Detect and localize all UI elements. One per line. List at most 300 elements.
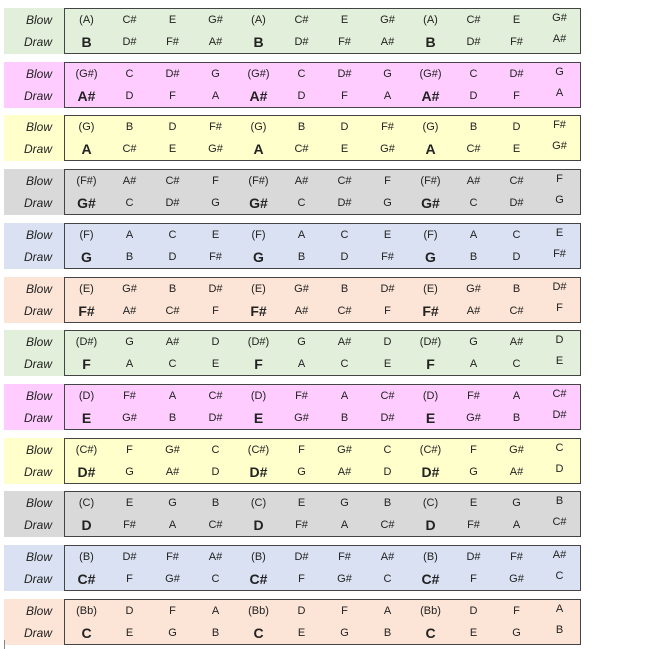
draw-note: F# [467,519,480,532]
draw-note: A [211,89,220,102]
blow-note: (G) [78,121,95,134]
blow-note: G# [294,282,309,295]
draw-note: G [555,194,564,207]
draw-note: G [469,465,478,478]
draw-note: E [340,143,349,156]
blow-note: G [125,336,134,349]
draw-note: G# [380,143,395,156]
blow-note: C# [466,14,481,26]
draw-note: C [469,197,478,210]
blow-note: F# [510,551,523,563]
blow-label: Blow [25,227,52,242]
draw-label: Draw [23,572,52,586]
blow-note: (B) [79,551,94,563]
draw-note: F# [338,36,351,48]
draw-note: C# [208,519,223,532]
draw-note: F [254,356,263,373]
draw-note: A [253,141,264,158]
draw-note: D# [421,463,440,480]
blow-note: (G) [250,121,267,134]
draw-note: G# [208,143,223,156]
blow-note: C# [165,175,180,188]
blow-note: C [469,67,478,80]
blow-note: D [211,336,220,349]
draw-note: G [211,197,220,210]
blow-note: (G#) [419,67,442,80]
blow-note: A# [208,551,223,563]
draw-note: C# [466,143,481,156]
draw-note: E [512,143,521,156]
draw-label: Draw [23,518,52,533]
blow-label: Blow [25,388,52,403]
note-row-block [4,115,580,161]
blow-note: (Bb) [420,604,441,617]
draw-note: D# [294,36,309,48]
blow-note: (Bb) [248,604,269,617]
blow-note: (C) [78,497,95,510]
blow-label: Blow [25,550,52,564]
blow-note: D [469,604,478,617]
draw-label: Draw [23,303,52,318]
draw-note: D [383,465,392,478]
row-labels [4,330,64,376]
draw-note: F# [553,247,566,260]
blow-note: C [168,228,177,241]
note-row-block [4,8,580,54]
row-labels [4,491,64,537]
draw-note: F [212,304,219,317]
draw-note: C# [165,304,180,317]
blow-note: D# [552,280,567,293]
blow-note: A# [509,336,524,349]
blow-note: F [513,604,520,617]
draw-note: C [125,197,134,210]
draw-note: B [340,411,349,424]
row-labels [4,545,64,591]
blow-note: B [383,497,392,510]
blow-note: A [211,604,220,617]
note-grid [64,545,581,591]
blow-note: (D) [250,389,267,402]
blow-note: A# [165,336,180,349]
draw-note: G [297,465,306,478]
draw-note: C# [77,571,96,587]
blow-label: Blow [25,13,52,27]
blow-note: (Bb) [76,604,97,617]
note-row-block [4,62,580,108]
draw-label: Draw [23,142,52,157]
draw-note: D [81,517,92,534]
draw-note: E [81,409,92,426]
blow-note: A [125,228,134,241]
blow-note: A [297,228,306,241]
draw-note: A [81,141,92,158]
blow-note: F# [338,551,351,563]
note-grid [64,277,581,323]
draw-note: G# [552,140,567,153]
draw-note: F# [166,36,179,48]
draw-note: F [556,301,563,314]
blow-label: Blow [25,335,52,350]
blow-note: B [469,121,478,134]
draw-note: F [341,89,348,102]
blow-note: F [298,443,305,456]
blow-note: (A) [251,14,266,26]
blow-note: C# [509,175,524,188]
draw-note: A# [77,87,96,104]
blow-note: B [555,495,564,508]
draw-label: Draw [23,357,52,372]
row-labels [4,169,64,215]
note-grid [64,384,581,430]
blow-note: F [341,604,348,617]
blow-note: A [340,389,349,402]
draw-note: C# [552,516,567,529]
blow-note: (G#) [75,67,98,80]
draw-note: A# [122,304,137,317]
blow-note: G [340,497,349,510]
blow-note: F# [553,119,566,132]
blow-note: A# [122,175,137,188]
blow-note: G# [165,443,180,456]
blow-note: E [211,228,220,241]
draw-note: D [555,462,564,475]
draw-note: A# [466,304,481,317]
draw-note: F [126,573,133,585]
blow-note: (F#) [248,175,269,188]
draw-note: D# [552,408,567,421]
blow-note: C [125,67,134,80]
draw-note: G# [77,195,96,212]
blow-note: D [168,121,177,134]
blow-note: F [470,443,477,456]
draw-note: D# [249,463,268,480]
note-grid [64,223,581,269]
blow-note: F# [166,551,179,563]
blow-note: D [383,336,392,349]
blow-label: Blow [25,120,52,135]
draw-note: F# [209,250,222,263]
draw-note: B [383,626,392,639]
row-labels [4,277,64,323]
blow-note: C# [208,389,223,402]
blow-note: G# [380,14,395,26]
draw-note: F# [295,519,308,532]
draw-note: A [469,358,478,371]
blow-note: A# [294,175,309,188]
blow-note: (E) [79,282,94,295]
blow-label: Blow [25,603,52,618]
blow-note: C [297,67,306,80]
blow-note: A# [552,549,567,561]
note-row-block [4,223,580,269]
note-row-block [4,599,580,645]
row-labels [4,384,64,430]
draw-note: B [297,250,306,263]
draw-note: A [425,141,436,158]
blow-note: G [512,497,521,510]
draw-label: Draw [23,249,52,264]
blow-note: C [383,443,392,456]
blow-note: D# [294,551,309,563]
blow-note: A# [380,551,395,563]
note-row-block [4,491,580,537]
note-grid [64,438,581,484]
draw-note: E [211,358,220,371]
draw-note: C# [337,304,352,317]
blow-note: (F) [251,228,266,241]
draw-note: G [81,248,92,265]
draw-note: A [125,358,134,371]
draw-note: D# [122,36,137,48]
draw-note: C [555,570,564,582]
blow-note: (G#) [247,67,270,80]
note-row-block [4,330,580,376]
blow-note: F# [123,389,136,402]
draw-note: F# [250,302,267,319]
blow-note: F [384,175,391,188]
draw-note: A [168,519,177,532]
draw-note: F# [381,250,394,263]
left-edge-line [4,640,5,649]
note-grid [64,62,581,108]
blow-note: E [512,14,521,26]
draw-note: C# [421,571,440,587]
blow-note: (D#) [247,336,270,349]
draw-note: E [297,626,306,639]
blow-note: E [383,228,392,241]
draw-note: G [340,626,349,639]
blow-note: (F) [423,228,438,241]
blow-note: C [512,228,521,241]
draw-note: C# [122,143,137,156]
draw-note: F# [510,36,523,48]
draw-note: C# [380,519,395,532]
draw-note: D [168,250,177,263]
blow-note: (F) [79,228,94,241]
row-labels [4,62,64,108]
draw-note: G# [466,411,481,424]
blow-note: C# [294,14,309,26]
draw-note: A# [380,36,395,48]
draw-note: C [211,573,220,585]
blow-note: C# [337,175,352,188]
blow-note: G# [122,282,137,295]
blow-note: (C) [250,497,267,510]
blow-note: B [211,497,220,510]
draw-note: A [297,358,306,371]
draw-label: Draw [23,88,52,103]
draw-note: A [340,519,349,532]
blow-note: A [512,389,521,402]
blow-note: (D#) [419,336,442,349]
blow-note: G# [466,282,481,295]
blow-note: C [555,441,564,454]
draw-note: F [426,356,435,373]
blow-note: F [126,443,133,456]
note-row-block [4,277,580,323]
blow-note: E [555,226,564,239]
draw-note: B [469,250,478,263]
blow-note: (F#) [76,175,97,188]
draw-note: F [384,304,391,317]
draw-note: B [211,626,220,639]
draw-note: B [425,34,436,50]
row-labels [4,115,64,161]
note-grid [64,330,581,376]
blow-note: A# [466,175,481,188]
draw-note: F# [422,302,439,319]
draw-note: D# [337,197,352,210]
draw-label: Draw [23,625,52,640]
draw-label: Draw [23,35,52,49]
blow-note: (G) [422,121,439,134]
blow-note: E [168,14,177,26]
blow-note: D# [509,67,524,80]
blow-note: C# [122,14,137,26]
draw-note: C [297,197,306,210]
draw-note: D [211,465,220,478]
draw-note: D# [77,463,96,480]
draw-note: E [253,409,264,426]
draw-note: A [512,519,521,532]
blow-label: Blow [25,174,52,189]
blow-note: F [212,175,219,188]
blow-note: (A) [423,14,438,26]
blow-note: F# [295,389,308,402]
draw-note: C [512,358,521,371]
draw-note: C# [509,304,524,317]
draw-note: D# [165,197,180,210]
draw-note: B [253,34,264,50]
draw-note: D [125,89,134,102]
draw-label: Draw [23,196,52,211]
blow-note: D# [337,67,352,80]
draw-note: D [469,89,478,102]
blow-note: E [297,497,306,510]
draw-note: G# [122,411,137,424]
note-grid [64,8,581,54]
blow-note: A [469,228,478,241]
draw-note: F [513,89,520,102]
draw-note: C [383,573,392,585]
draw-note: E [555,355,564,368]
blow-note: B [340,282,349,295]
draw-note: A# [208,36,223,48]
row-labels [4,223,64,269]
blow-note: E [469,497,478,510]
draw-note: B [81,34,92,50]
blow-note: (F#) [420,175,441,188]
draw-note: G# [165,573,180,585]
blow-note: A [555,602,564,615]
draw-note: G [125,465,134,478]
blow-note: D [125,604,134,617]
blow-note: B [512,282,521,295]
draw-note: A [383,89,392,102]
draw-note: B [512,411,521,424]
blow-note: B [297,121,306,134]
draw-note: B [555,623,564,636]
draw-note: G# [337,573,352,585]
draw-note: A# [421,87,440,104]
blow-note: (C#) [75,443,98,456]
draw-note: E [168,143,177,156]
draw-label: Draw [23,464,52,479]
draw-note: F [470,573,477,585]
draw-note: C# [249,571,268,587]
blow-note: (D#) [75,336,98,349]
blow-note: (E) [423,282,438,295]
blow-note: (B) [423,551,438,563]
draw-note: C# [294,143,309,156]
blow-note: (C) [422,497,439,510]
draw-note: F# [123,519,136,532]
draw-note: G [425,248,436,265]
blow-note: C# [380,389,395,402]
draw-note: A [555,86,564,99]
blow-note: G [469,336,478,349]
blow-note: (D) [422,389,439,402]
draw-note: C [253,624,264,641]
blow-label: Blow [25,442,52,457]
blow-note: E [125,497,134,510]
blow-note: G [383,67,392,80]
draw-note: D [297,89,306,102]
draw-note: C [340,358,349,371]
blow-label: Blow [25,496,52,511]
draw-note: G [168,626,177,639]
blow-note: G [211,67,220,80]
blow-note: E [340,14,349,26]
draw-note: E [425,409,436,426]
draw-note: A# [337,465,352,478]
blow-note: C [211,443,220,456]
blow-note: F [556,173,563,186]
draw-note: A# [509,465,524,478]
blow-note: G# [208,14,223,26]
draw-note: B [125,250,134,263]
draw-note: D# [380,411,395,424]
draw-note: D# [466,36,481,48]
note-grid [64,599,581,645]
draw-note: A# [249,87,268,104]
note-row-block [4,438,580,484]
blow-note: C# [552,387,567,400]
draw-note: A# [165,465,180,478]
blow-note: B [125,121,134,134]
blow-note: D [340,121,349,134]
draw-note: D [253,517,264,534]
draw-note: E [125,626,134,639]
draw-note: G# [421,195,440,212]
note-grid [64,169,581,215]
blow-note: D# [165,67,180,80]
blow-note: C [340,228,349,241]
blow-note: G# [337,443,352,456]
draw-note: F [169,89,176,102]
draw-note: D [512,250,521,263]
draw-note: A# [294,304,309,317]
blow-note: (D) [78,389,95,402]
draw-note: D# [208,411,223,424]
blow-note: (A) [79,14,94,26]
draw-label: Draw [23,410,52,425]
blow-note: D [297,604,306,617]
blow-note: F# [381,121,394,134]
row-labels [4,438,64,484]
blow-note: A# [337,336,352,349]
